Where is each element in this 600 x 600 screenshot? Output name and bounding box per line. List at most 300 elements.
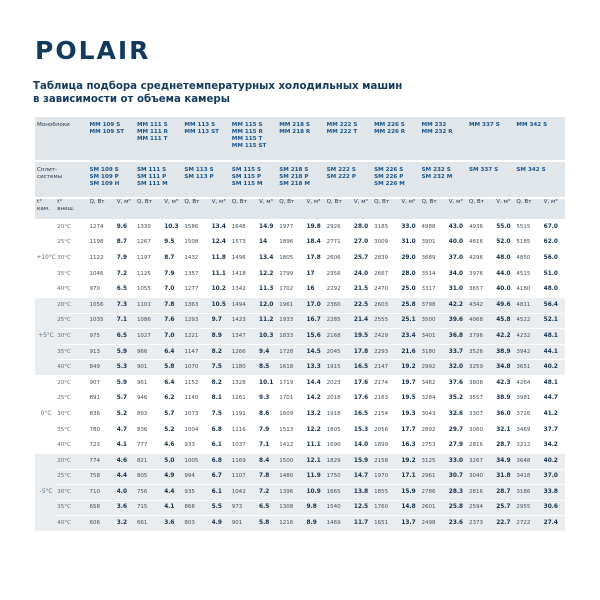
volume-cell: 15.9 <box>354 453 374 469</box>
volume-cell: 7.9 <box>117 251 137 267</box>
split-model: SM 111 M <box>136 181 168 187</box>
capacity-cell: 2174 <box>374 375 401 391</box>
split-label-line-1: Сплит- <box>37 167 58 173</box>
volume-cell: 3.6 <box>164 516 184 531</box>
capacity-cell: 1293 <box>184 313 211 329</box>
v-column-header: V, м³ <box>117 199 137 220</box>
volume-cell: 28.0 <box>354 220 374 236</box>
split-model: SM 222 S <box>326 167 356 173</box>
capacity-cell: 5185 <box>516 235 543 251</box>
capacity-cell: 3981 <box>516 391 543 407</box>
volume-cell: 17.6 <box>354 375 374 391</box>
volume-cell: 11.8 <box>212 251 232 267</box>
capacity-cell: 4180 <box>516 282 543 298</box>
volume-cell: 41.2 <box>544 407 565 423</box>
monoblock-models <box>232 117 279 160</box>
capacity-cell: 1277 <box>184 282 211 298</box>
volume-cell: 27.9 <box>449 438 469 454</box>
split-models <box>184 162 231 197</box>
v-column-header: V, м³ <box>306 199 326 220</box>
table-row <box>35 375 565 391</box>
ext-temp-cell: 25°C <box>57 313 89 329</box>
capacity-cell: 2429 <box>374 329 401 345</box>
capacity-cell: 868 <box>184 500 211 516</box>
volume-cell: 7.5 <box>212 360 232 376</box>
capacity-cell: 3418 <box>516 469 543 485</box>
table-row <box>35 329 565 345</box>
volume-cell: 28.0 <box>401 266 421 282</box>
volume-cell: 5.8 <box>259 516 279 531</box>
capacity-cell: 1267 <box>137 235 164 251</box>
volume-cell: 5.2 <box>164 422 184 438</box>
capacity-cell: 1037 <box>232 438 259 454</box>
volume-cell: 8.6 <box>259 407 279 423</box>
volume-cell: 7.8 <box>259 469 279 485</box>
volume-cell: 11.9 <box>306 469 326 485</box>
volume-cell: 43.0 <box>449 220 469 236</box>
split-label <box>35 162 90 197</box>
volume-cell: 37.0 <box>544 469 565 485</box>
capacity-cell: 4232 <box>516 329 543 345</box>
capacity-cell: 1396 <box>279 485 306 501</box>
volume-cell: 19.2 <box>401 453 421 469</box>
q-column-header: Q, Вт <box>90 199 117 220</box>
q-column-header: Q, Вт <box>137 199 164 220</box>
volume-cell: 4.7 <box>117 422 137 438</box>
volume-cell: 40.2 <box>544 360 565 376</box>
capacity-cell: 1056 <box>90 297 117 313</box>
volume-cell: 7.9 <box>164 266 184 282</box>
volume-cell: 21.4 <box>354 313 374 329</box>
volume-cell: 19.5 <box>354 329 374 345</box>
volume-cell: 17 <box>306 266 326 282</box>
capacity-cell: 1918 <box>327 407 354 423</box>
volume-cell: 16 <box>306 282 326 298</box>
volume-cell: 8.4 <box>259 453 279 469</box>
volume-cell: 30.7 <box>449 469 469 485</box>
capacity-cell: 1197 <box>137 251 164 267</box>
capacity-cell: 1573 <box>232 235 259 251</box>
volume-cell: 33.0 <box>449 453 469 469</box>
split-model: SM 342 S <box>516 167 546 173</box>
capacity-cell: 891 <box>90 391 117 407</box>
capacity-cell: 2147 <box>374 360 401 376</box>
capacity-cell: 2168 <box>327 329 354 345</box>
capacity-cell: 961 <box>137 375 164 391</box>
volume-cell: 8.7 <box>117 235 137 251</box>
volume-cell: 6.5 <box>117 329 137 345</box>
volume-cell: 5.9 <box>117 375 137 391</box>
capacity-cell: 3040 <box>469 469 496 485</box>
capacity-cell: 1412 <box>279 438 306 454</box>
capacity-cell: 1357 <box>184 266 211 282</box>
monoblock-model: MM 111 S <box>136 122 168 128</box>
volume-cell: 4.0 <box>117 485 137 501</box>
capacity-cell: 1266 <box>232 344 259 360</box>
volume-cell: 19.3 <box>401 407 421 423</box>
capacity-cell: 1760 <box>374 500 401 516</box>
capacity-cell: 2603 <box>374 297 401 313</box>
capacity-cell: 2018 <box>327 391 354 407</box>
capacity-cell: 3212 <box>516 438 543 454</box>
split-models <box>422 162 469 197</box>
capacity-cell: 4515 <box>516 266 543 282</box>
volume-cell: 62.0 <box>544 235 565 251</box>
capacity-cell: 1342 <box>232 282 259 298</box>
table-row <box>35 297 565 313</box>
capacity-cell: 2771 <box>327 235 354 251</box>
split-model: SM 222 P <box>326 174 356 180</box>
monoblock-models <box>327 117 374 160</box>
split-model: SM 226 S <box>374 167 404 173</box>
ext-temp-cell: 30°C <box>57 407 89 423</box>
split-model: SM 232 S <box>421 167 451 173</box>
capacity-cell: 723 <box>90 438 117 454</box>
capacity-cell: 2293 <box>374 344 401 360</box>
volume-cell: 27.0 <box>354 235 374 251</box>
volume-cell: 10.3 <box>259 329 279 345</box>
capacity-cell: 1116 <box>232 422 259 438</box>
ext-temp-cell: 40°C <box>57 516 89 531</box>
v-column-header: V, м³ <box>449 199 469 220</box>
capacity-cell: 1970 <box>374 469 401 485</box>
table-row <box>35 266 565 282</box>
capacity-cell: 1701 <box>279 391 306 407</box>
capacity-cell: 1122 <box>90 251 117 267</box>
monoblock-model: MM 109 ST <box>89 129 125 135</box>
volume-cell: 56.4 <box>544 297 565 313</box>
volume-cell: 40.2 <box>544 453 565 469</box>
volume-cell: 3.6 <box>117 500 137 516</box>
split-models <box>327 162 374 197</box>
volume-cell: 22.7 <box>496 516 516 531</box>
volume-cell: 37.7 <box>544 422 565 438</box>
volume-cell: 34.2 <box>544 438 565 454</box>
capacity-cell: 1221 <box>184 329 211 345</box>
volume-cell: 37.6 <box>449 375 469 391</box>
capacity-cell: 913 <box>90 344 117 360</box>
capacity-cell: 3469 <box>516 422 543 438</box>
volume-cell: 44.0 <box>496 266 516 282</box>
capacity-cell: 1500 <box>279 453 306 469</box>
split-model: SM 115 S <box>231 167 261 173</box>
monoblock-models <box>422 117 469 160</box>
volume-cell: 12.2 <box>306 422 326 438</box>
capacity-cell: 2839 <box>374 251 401 267</box>
capacity-cell: 3185 <box>374 220 401 236</box>
v-column-header: V, м³ <box>496 199 516 220</box>
ext-temp-cell: 35°C <box>57 500 89 516</box>
capacity-cell: 1328 <box>232 375 259 391</box>
monoblock-model: MM 115 ST <box>231 143 267 149</box>
capacity-cell: 1004 <box>184 422 211 438</box>
capacity-cell: 1513 <box>279 422 306 438</box>
capacity-cell: 3284 <box>422 391 449 407</box>
monoblock-model: MM 218 S <box>279 122 310 128</box>
capacity-cell: 3796 <box>469 329 496 345</box>
v-column-header: V, м³ <box>212 199 232 220</box>
capacity-cell: 1423 <box>232 313 259 329</box>
volume-cell: 25.8 <box>449 500 469 516</box>
volume-cell: 32.1 <box>496 422 516 438</box>
volume-cell: 10.9 <box>306 485 326 501</box>
split-model: SM 115 P <box>231 174 262 180</box>
capacity-cell: 2786 <box>422 485 449 501</box>
capacity-cell: 1586 <box>184 220 211 236</box>
volume-cell: 8.2 <box>212 344 232 360</box>
t-ext-symbol: t° <box>57 199 63 205</box>
volume-cell: 5.0 <box>164 453 184 469</box>
volume-cell: 12.2 <box>259 266 279 282</box>
capacity-cell: 836 <box>90 407 117 423</box>
volume-cell: 6.4 <box>164 344 184 360</box>
capacity-cell: 1750 <box>327 469 354 485</box>
capacity-cell: 2023 <box>327 375 354 391</box>
capacity-cell: 1152 <box>184 375 211 391</box>
split-model: SM 218 M <box>279 181 310 187</box>
capacity-cell: 3125 <box>422 453 449 469</box>
volume-cell: 13.4 <box>259 251 279 267</box>
volume-cell: 8.1 <box>212 391 232 407</box>
monoblock-model: MM 111 T <box>136 136 168 142</box>
split-models <box>516 162 565 197</box>
volume-cell: 9.7 <box>212 313 232 329</box>
camera-temp-value: +5°C <box>38 332 54 339</box>
volume-cell: 18.4 <box>306 235 326 251</box>
capacity-cell: 4522 <box>516 313 543 329</box>
volume-cell: 11.3 <box>259 282 279 298</box>
capacity-cell: 1005 <box>184 453 211 469</box>
capacity-cell: 1728 <box>279 344 306 360</box>
table-row <box>35 344 565 360</box>
table-row <box>35 313 565 329</box>
capacity-cell: 1702 <box>279 282 306 298</box>
capacity-cell: 2163 <box>374 391 401 407</box>
title-line-1: Таблица подбора среднетемпературных холодильных машин <box>33 81 403 92</box>
volume-cell: 7.8 <box>164 297 184 313</box>
capacity-cell: 3500 <box>422 313 449 329</box>
volume-cell: 17.7 <box>401 422 421 438</box>
volume-cell: 6.5 <box>259 500 279 516</box>
table-row <box>35 516 565 531</box>
monoblock-model: MM 226 R <box>374 129 406 135</box>
volume-cell: 36.8 <box>449 329 469 345</box>
capacity-cell: 780 <box>90 422 117 438</box>
volume-cell: 5.7 <box>164 407 184 423</box>
volume-cell: 7.6 <box>164 313 184 329</box>
volume-cell: 48.0 <box>544 282 565 298</box>
v-column-header: V, м³ <box>164 199 184 220</box>
volume-cell: 5.8 <box>164 360 184 376</box>
volume-cell: 52.0 <box>496 235 516 251</box>
volume-cell: 4.1 <box>164 500 184 516</box>
split-models <box>232 162 279 197</box>
capacity-cell: 1261 <box>232 391 259 407</box>
camera-temp-cell <box>35 297 57 375</box>
volume-cell: 7.3 <box>117 297 137 313</box>
capacity-cell: 2992 <box>422 360 449 376</box>
volume-cell: 8.2 <box>212 375 232 391</box>
capacity-cell: 901 <box>232 516 259 531</box>
volume-cell: 39.6 <box>449 313 469 329</box>
volume-cell: 24.0 <box>354 266 374 282</box>
capacity-cell: 1690 <box>327 438 354 454</box>
volume-cell: 7.1 <box>117 313 137 329</box>
capacity-cell: 1070 <box>184 360 211 376</box>
capacity-cell: 2816 <box>469 438 496 454</box>
capacity-cell: 1042 <box>232 485 259 501</box>
volume-cell: 9.8 <box>306 500 326 516</box>
capacity-cell: 1180 <box>232 360 259 376</box>
volume-cell: 34.8 <box>496 360 516 376</box>
q-column-header: Q, Вт <box>327 199 354 220</box>
capacity-cell: 1609 <box>279 407 306 423</box>
t-cam-label: кам. <box>37 206 50 212</box>
capacity-cell: 3401 <box>422 329 449 345</box>
volume-cell: 37.0 <box>449 251 469 267</box>
volume-cell: 6.7 <box>212 469 232 485</box>
capacity-cell: 1046 <box>90 266 117 282</box>
volume-cell: 42.2 <box>449 297 469 313</box>
capacity-cell: 3942 <box>516 344 543 360</box>
ext-temp-cell: 40°C <box>57 282 89 298</box>
capacity-cell: 2955 <box>516 500 543 516</box>
volume-cell: 48.1 <box>544 329 565 345</box>
v-column-header: V, м³ <box>354 199 374 220</box>
monoblock-model: MM 113 ST <box>184 129 219 135</box>
v-column-header: V, м³ <box>259 199 279 220</box>
volume-cell: 8.9 <box>212 329 232 345</box>
volume-cell: 31.8 <box>496 469 516 485</box>
monoblock-models <box>469 117 516 160</box>
volume-cell: 9.4 <box>259 344 279 360</box>
table-row <box>35 282 565 298</box>
capacity-cell: 970 <box>90 282 117 298</box>
capacity-cell: 1896 <box>279 235 306 251</box>
table-row <box>35 220 565 236</box>
page-title <box>33 80 402 106</box>
volume-cell: 14.0 <box>354 438 374 454</box>
capacity-cell: 5515 <box>516 220 543 236</box>
monoblock-header-row <box>35 117 565 160</box>
split-model: SM 337 S <box>468 167 499 173</box>
capacity-cell: 1833 <box>279 329 306 345</box>
volume-cell: 16.7 <box>306 313 326 329</box>
split-model: SM 111 S <box>136 167 167 173</box>
volume-cell: 35.2 <box>449 391 469 407</box>
capacity-cell: 3267 <box>469 453 496 469</box>
capacity-cell: 1432 <box>184 251 211 267</box>
volume-cell: 17.1 <box>401 469 421 485</box>
table-row <box>35 407 565 423</box>
ext-temp-cell: 25°C <box>57 391 89 407</box>
capacity-cell: 1805 <box>279 251 306 267</box>
volume-cell: 10.2 <box>212 282 232 298</box>
volume-cell: 6.8 <box>212 422 232 438</box>
capacity-cell: 1915 <box>327 360 354 376</box>
volume-cell: 48.0 <box>496 251 516 267</box>
volume-cell: 38.9 <box>496 391 516 407</box>
monoblock-model: MM 342 S <box>516 122 548 128</box>
capacity-cell: 2154 <box>374 407 401 423</box>
split-model: SM 113 P <box>184 174 214 180</box>
capacity-cell: 2498 <box>422 516 449 531</box>
table-row <box>35 251 565 267</box>
volume-cell: 8.7 <box>164 251 184 267</box>
volume-cell: 14.9 <box>259 220 279 236</box>
capacity-cell: 3186 <box>516 485 543 501</box>
capacity-cell: 1347 <box>232 329 259 345</box>
monoblock-model: MM 222 T <box>326 129 358 135</box>
ext-temp-cell: 30°C <box>57 251 89 267</box>
volume-cell: 7.0 <box>164 329 184 345</box>
volume-cell: 19.5 <box>401 391 421 407</box>
volume-cell: 34.0 <box>449 266 469 282</box>
volume-cell: 38.9 <box>496 344 516 360</box>
volume-cell: 45.8 <box>496 313 516 329</box>
table-row <box>35 438 565 454</box>
volume-cell: 8.5 <box>259 360 279 376</box>
capacity-cell: 1274 <box>90 220 117 236</box>
capacity-cell: 4342 <box>469 297 496 313</box>
capacity-cell: 3557 <box>469 391 496 407</box>
volume-cell: 28.3 <box>449 485 469 501</box>
ext-temp-cell: 20°C <box>57 453 89 469</box>
monoblock-models <box>184 117 231 160</box>
volume-cell: 4.6 <box>164 438 184 454</box>
capacity-cell: 935 <box>184 485 211 501</box>
capacity-cell: 4616 <box>469 235 496 251</box>
capacity-cell: 1147 <box>184 344 211 360</box>
monoblock-label: Моноблоки <box>35 117 90 160</box>
capacity-cell: 2555 <box>374 313 401 329</box>
table-row <box>35 235 565 251</box>
capacity-cell: 2594 <box>469 500 496 516</box>
monoblock-models <box>90 117 137 160</box>
capacity-cell: 4936 <box>469 220 496 236</box>
monoblock-models <box>374 117 421 160</box>
volume-cell: 16.5 <box>354 407 374 423</box>
volume-cell: 36.0 <box>496 407 516 423</box>
capacity-cell: 1055 <box>137 282 164 298</box>
capacity-cell: 1618 <box>279 360 306 376</box>
capacity-cell: 893 <box>137 407 164 423</box>
volume-cell: 11.7 <box>354 516 374 531</box>
capacity-cell: 1035 <box>90 313 117 329</box>
capacity-cell: 2892 <box>422 422 449 438</box>
t-cam-symbol: t° <box>37 199 42 205</box>
capacity-cell: 4068 <box>469 313 496 329</box>
volume-cell: 19.2 <box>401 360 421 376</box>
ext-temp-cell: 30°C <box>57 485 89 501</box>
capacity-cell: 4296 <box>469 251 496 267</box>
volume-cell: 13.3 <box>306 360 326 376</box>
capacity-cell: 1719 <box>279 375 306 391</box>
capacity-cell: 3317 <box>422 282 449 298</box>
volume-cell: 9.6 <box>117 220 137 236</box>
capacity-cell: 2606 <box>327 251 354 267</box>
split-model: SM 109 S <box>89 167 119 173</box>
capacity-cell: 1508 <box>184 235 211 251</box>
ext-temp-cell: 35°C <box>57 344 89 360</box>
monoblock-model: MM 111 R <box>136 129 168 135</box>
volume-cell: 25.1 <box>401 313 421 329</box>
volume-cell: 6.8 <box>212 453 232 469</box>
capacity-cell: 4811 <box>516 297 543 313</box>
capacity-cell: 658 <box>90 500 117 516</box>
capacity-cell: 3462 <box>422 375 449 391</box>
capacity-cell: 774 <box>90 453 117 469</box>
